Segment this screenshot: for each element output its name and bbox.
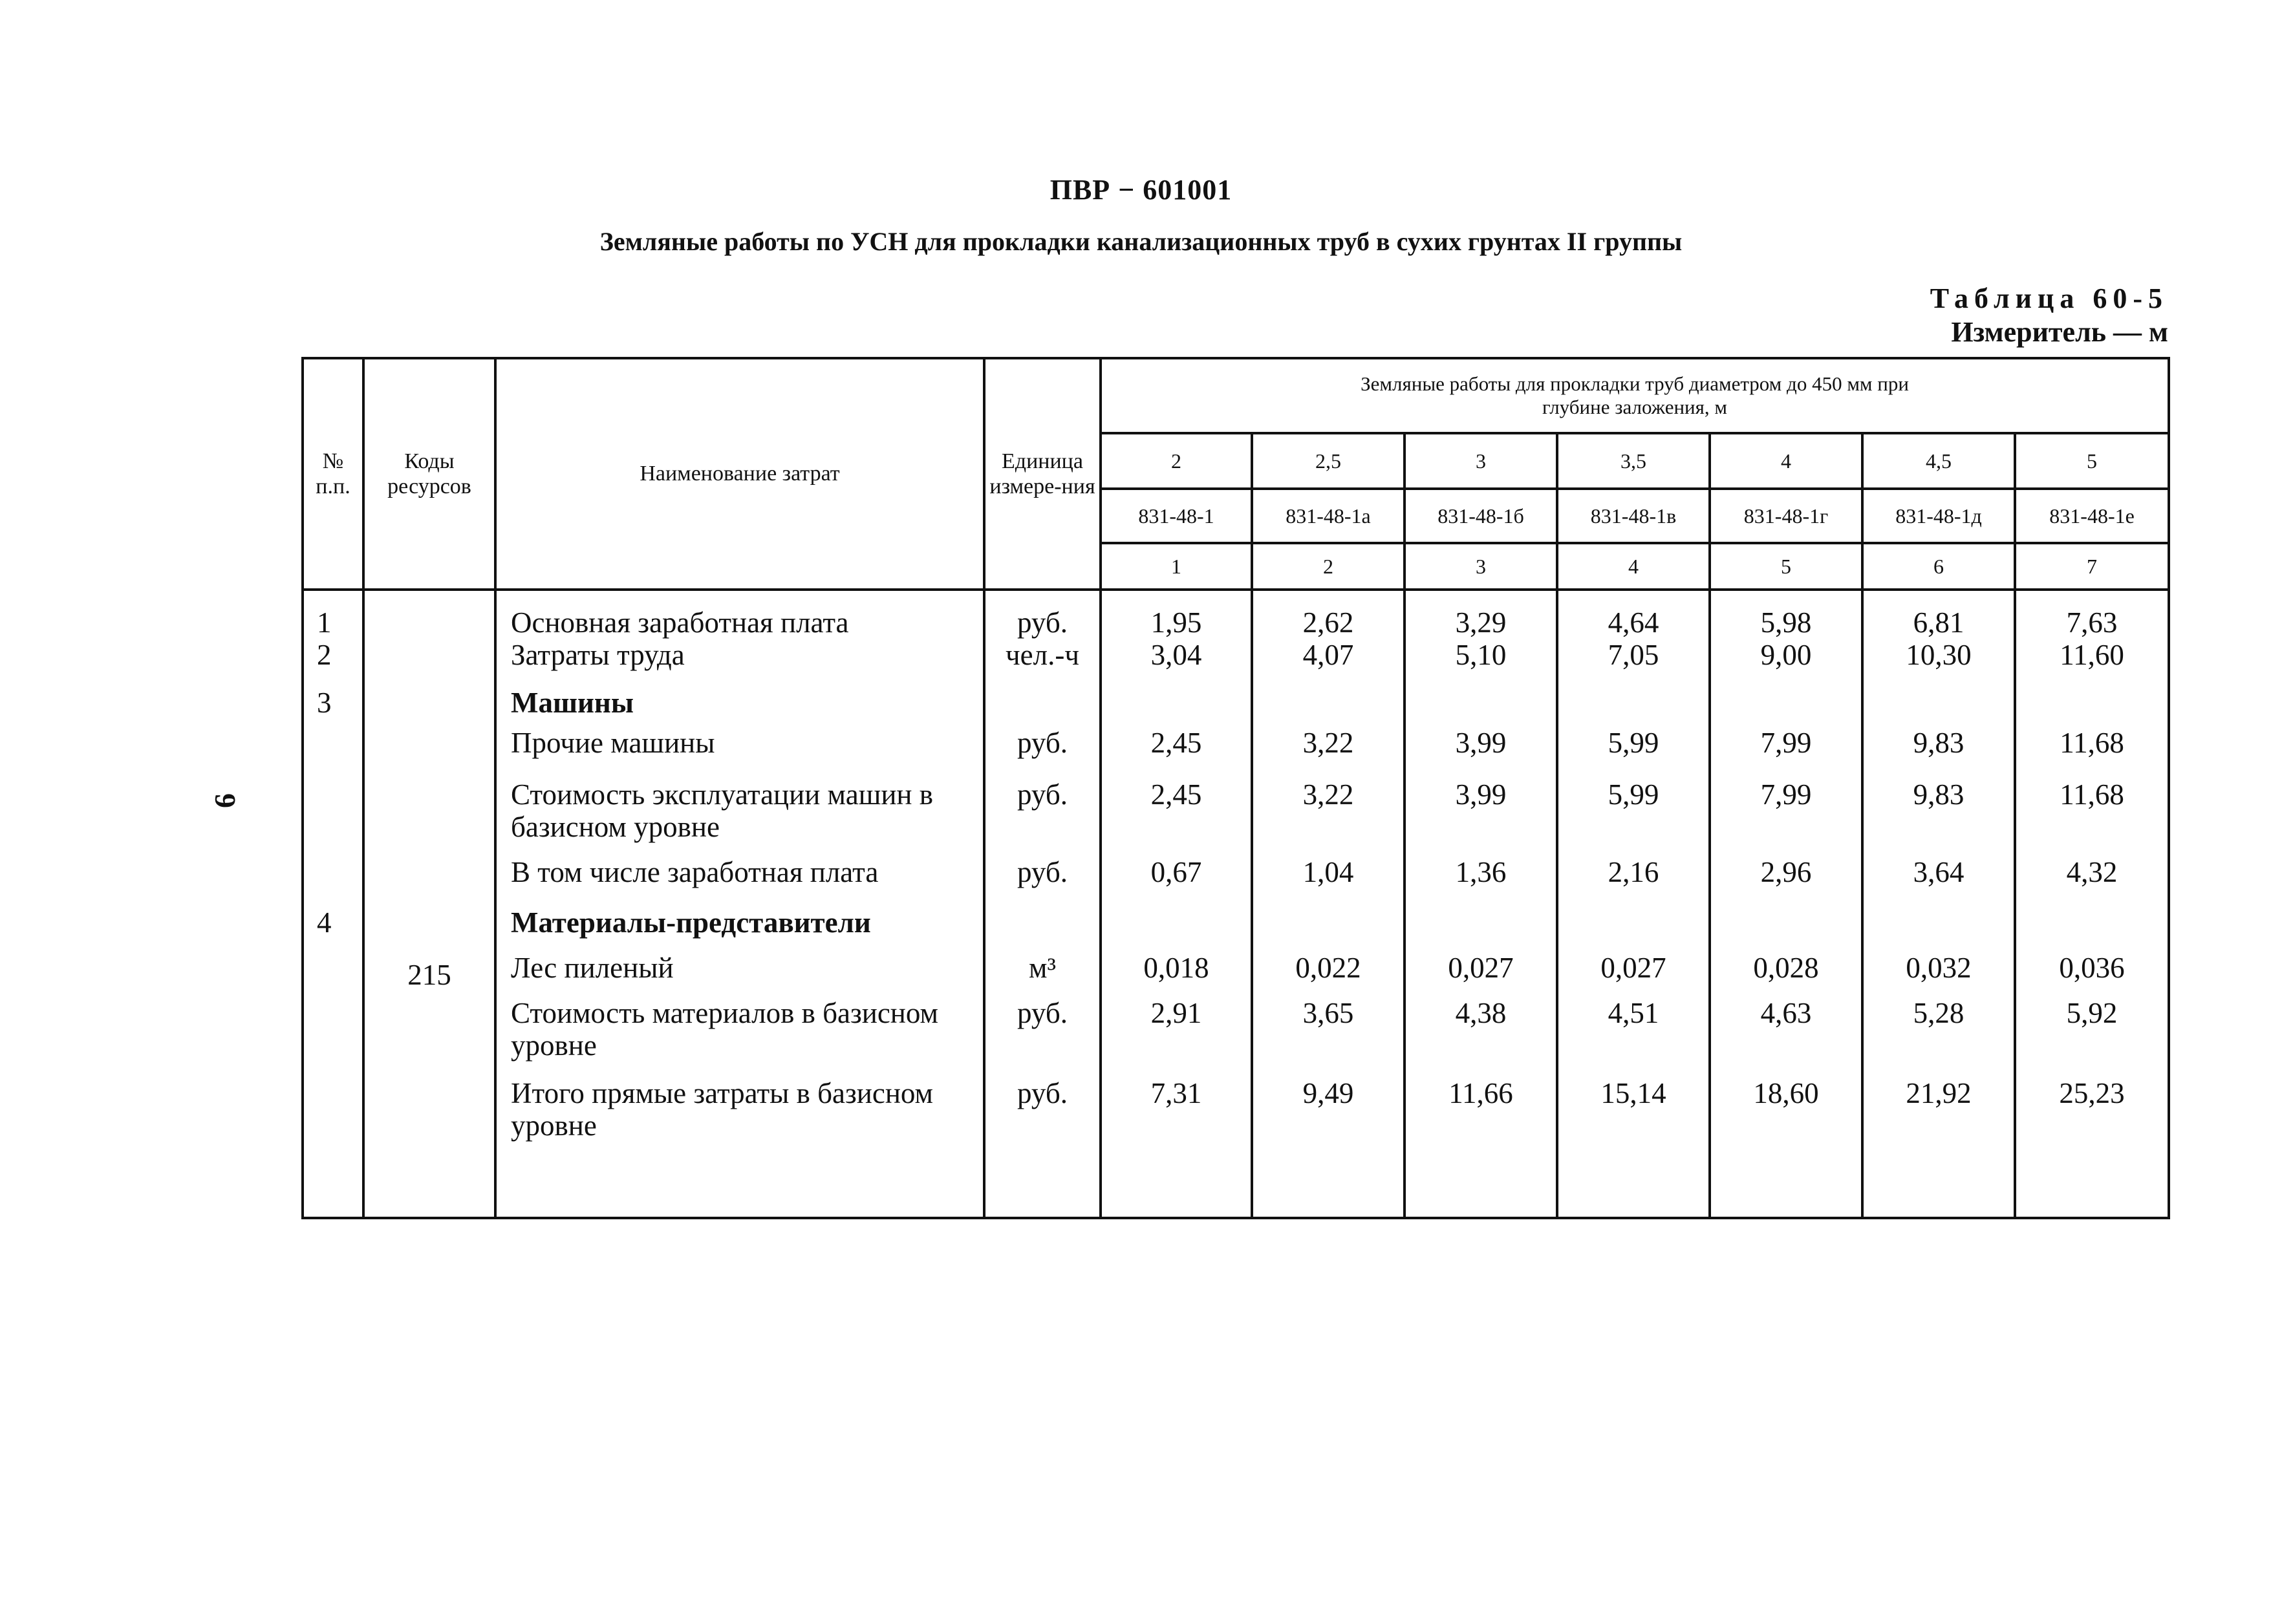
- value-cell: 25,23: [2059, 1077, 2125, 1109]
- row-number: [304, 952, 362, 997]
- value-cell: 4,51: [1608, 997, 1659, 1029]
- value-cell: 0,027: [1448, 952, 1514, 984]
- value-cell: 9,83: [1913, 727, 1964, 759]
- value-cell: 0,036: [2059, 952, 2125, 984]
- unit-cell: [985, 687, 1099, 727]
- value-cell: 3,99: [1455, 778, 1507, 811]
- code-header-1: 831-48-1: [1101, 489, 1252, 543]
- value-column-4: [1557, 590, 1710, 1218]
- row-number: 3: [317, 687, 332, 719]
- value-cell: 0,028: [1753, 952, 1819, 984]
- row-number: 1: [317, 606, 332, 639]
- value-cell: 1,95: [1150, 606, 1202, 639]
- value-cell: 11,68: [2060, 727, 2124, 759]
- value-cell: 3,22: [1302, 727, 1354, 759]
- header-name: Наименование затрат: [495, 358, 984, 590]
- unit-column: [984, 590, 1101, 1218]
- depth-header-1: 2: [1101, 433, 1252, 489]
- colnum-header-6: 6: [1862, 543, 2015, 590]
- value-cell: 10,30: [1906, 639, 1972, 671]
- value-column-3: [1405, 590, 1557, 1218]
- row-number: [304, 727, 362, 778]
- value-cell: 1,36: [1455, 856, 1507, 888]
- unit-cell: руб.: [1017, 727, 1068, 759]
- value-cell: 7,31: [1150, 1077, 1202, 1109]
- value-cell: 5,98: [1760, 606, 1812, 639]
- unit-cell: руб.: [1017, 856, 1068, 888]
- code-header-2: 831-48-1а: [1252, 489, 1405, 543]
- resource-code: 215: [407, 959, 451, 991]
- value-column-7: [2015, 590, 2169, 1218]
- value-cell: 3,29: [1455, 606, 1507, 639]
- value-cell: [1711, 906, 1861, 952]
- value-cell: [1864, 687, 2014, 727]
- colnum-header-5: 5: [1710, 543, 1862, 590]
- value-cell: 3,22: [1302, 778, 1354, 811]
- row-number: [304, 778, 362, 856]
- unit-cell: руб.: [1017, 997, 1068, 1029]
- value-cell: 4,64: [1608, 606, 1659, 639]
- colnum-header-7: 7: [2015, 543, 2169, 590]
- colnum-header-4: 4: [1557, 543, 1710, 590]
- value-cell: [1711, 687, 1861, 727]
- value-cell: 5,92: [2066, 997, 2118, 1029]
- depth-header-4: 3,5: [1557, 433, 1710, 489]
- header-unit: Единица измере-ния: [984, 358, 1101, 590]
- code-header-5: 831-48-1г: [1710, 489, 1862, 543]
- depth-header-7: 5: [2015, 433, 2169, 489]
- row-number: [304, 856, 362, 906]
- value-cell: 7,05: [1608, 639, 1659, 671]
- cost-item-name: Итого прямые затраты в базисном уровне: [511, 1077, 934, 1142]
- code-header-6: 831-48-1д: [1862, 489, 2015, 543]
- cost-item-name: Основная заработная плата: [511, 606, 849, 639]
- cost-table: [301, 357, 2170, 1219]
- colnum-header-1: 1: [1101, 543, 1252, 590]
- value-cell: 9,49: [1302, 1077, 1354, 1109]
- section-label: Материалы-представители: [511, 906, 871, 939]
- document-code: ПВР − 601001: [1050, 174, 1232, 206]
- value-cell: 5,28: [1913, 997, 1964, 1029]
- header-num: № п.п.: [303, 358, 363, 590]
- value-cell: 9,00: [1760, 639, 1812, 671]
- section-label: Машины: [511, 687, 634, 719]
- value-cell: 0,027: [1600, 952, 1666, 984]
- unit-cell: [985, 906, 1099, 952]
- value-cell: 4,63: [1760, 997, 1812, 1029]
- value-column-1: [1101, 590, 1252, 1218]
- depth-header-5: 4: [1710, 433, 1862, 489]
- colnum-header-2: 2: [1252, 543, 1405, 590]
- value-cell: 4,38: [1455, 997, 1507, 1029]
- value-cell: [2016, 687, 2168, 727]
- document-title: Земляные работы по УСН для прокладки канализационных труб в сухих грунтах II группы: [599, 227, 1683, 256]
- row-number: 2: [317, 639, 332, 671]
- value-column-6: [1862, 590, 2015, 1218]
- value-cell: [1406, 906, 1556, 952]
- colnum-header-3: 3: [1405, 543, 1557, 590]
- value-cell: [2016, 906, 2168, 952]
- value-cell: [1253, 906, 1403, 952]
- value-cell: 18,60: [1753, 1077, 1819, 1109]
- body-row: [303, 590, 2169, 1218]
- unit-cell: чел.-ч: [1006, 639, 1079, 671]
- value-cell: 2,45: [1150, 778, 1202, 811]
- value-cell: [1558, 906, 1708, 952]
- value-cell: [1253, 687, 1403, 727]
- value-cell: 2,16: [1608, 856, 1659, 888]
- value-cell: 5,99: [1608, 727, 1659, 759]
- table-unit: Измеритель — м: [1951, 316, 2168, 348]
- value-cell: 0,67: [1150, 856, 1202, 888]
- value-cell: 9,83: [1913, 778, 1964, 811]
- value-cell: 3,65: [1302, 997, 1354, 1029]
- value-cell: [1406, 687, 1556, 727]
- value-cell: 2,45: [1150, 727, 1202, 759]
- value-cell: 21,92: [1906, 1077, 1972, 1109]
- cost-item-name: Затраты труда: [511, 639, 685, 671]
- depth-header-3: 3: [1405, 433, 1557, 489]
- header-group: Земляные работы для прокладки труб диаметром до 450 мм при глубине заложения, м: [1101, 358, 2169, 433]
- value-column-5: [1710, 590, 1862, 1218]
- page-number: 6: [208, 793, 241, 808]
- value-cell: 2,91: [1150, 997, 1202, 1029]
- value-cell: 4,32: [2066, 856, 2118, 888]
- header-codes: Коды ресурсов: [363, 358, 495, 590]
- value-cell: 3,04: [1150, 639, 1202, 671]
- value-cell: 7,99: [1760, 727, 1812, 759]
- cost-item-name: В том числе заработная плата: [511, 856, 879, 888]
- value-cell: 5,10: [1455, 639, 1507, 671]
- value-cell: 1,04: [1302, 856, 1354, 888]
- value-cell: 7,63: [2066, 606, 2118, 639]
- value-cell: 11,68: [2060, 778, 2124, 811]
- unit-cell: м³: [1029, 952, 1056, 984]
- value-cell: 0,022: [1295, 952, 1361, 984]
- unit-cell: руб.: [1017, 1077, 1068, 1109]
- code-column: [363, 590, 495, 1218]
- value-cell: [1102, 687, 1251, 727]
- value-cell: 11,66: [1448, 1077, 1513, 1109]
- value-cell: 6,81: [1913, 606, 1964, 639]
- value-column-2: [1252, 590, 1405, 1218]
- table-number: Таблица 60-5: [1930, 283, 2168, 314]
- name-column: [495, 590, 984, 1218]
- value-cell: 4,07: [1302, 639, 1354, 671]
- unit-cell: руб.: [1017, 778, 1068, 811]
- depth-header-6: 4,5: [1862, 433, 2015, 489]
- row-number: [304, 1077, 362, 1157]
- code-header-4: 831-48-1в: [1557, 489, 1710, 543]
- value-cell: 15,14: [1600, 1077, 1666, 1109]
- value-cell: 3,64: [1913, 856, 1964, 888]
- value-cell: 11,60: [2060, 639, 2124, 671]
- value-cell: [1558, 687, 1708, 727]
- code-header-7: 831-48-1е: [2015, 489, 2169, 543]
- value-cell: 5,99: [1608, 778, 1659, 811]
- value-cell: 2,96: [1760, 856, 1812, 888]
- value-cell: 7,99: [1760, 778, 1812, 811]
- cost-item-name: Стоимость эксплуатации машин в базисном уровне: [511, 778, 934, 843]
- cost-item-name: Прочие машины: [511, 727, 715, 759]
- value-cell: [1864, 906, 2014, 952]
- row-number: 4: [317, 906, 332, 939]
- cost-item-name: Стоимость материалов в базисном уровне: [511, 997, 939, 1062]
- depth-header-2: 2,5: [1252, 433, 1405, 489]
- value-cell: 2,62: [1302, 606, 1354, 639]
- num-column: [303, 590, 363, 1218]
- value-cell: 0,032: [1906, 952, 1972, 984]
- row-number: [304, 997, 362, 1077]
- value-cell: 3,99: [1455, 727, 1507, 759]
- value-cell: 0,018: [1143, 952, 1209, 984]
- code-header-3: 831-48-1б: [1405, 489, 1557, 543]
- unit-cell: руб.: [1017, 606, 1068, 639]
- value-cell: [1102, 906, 1251, 952]
- cost-item-name: Лес пиленый: [511, 952, 674, 984]
